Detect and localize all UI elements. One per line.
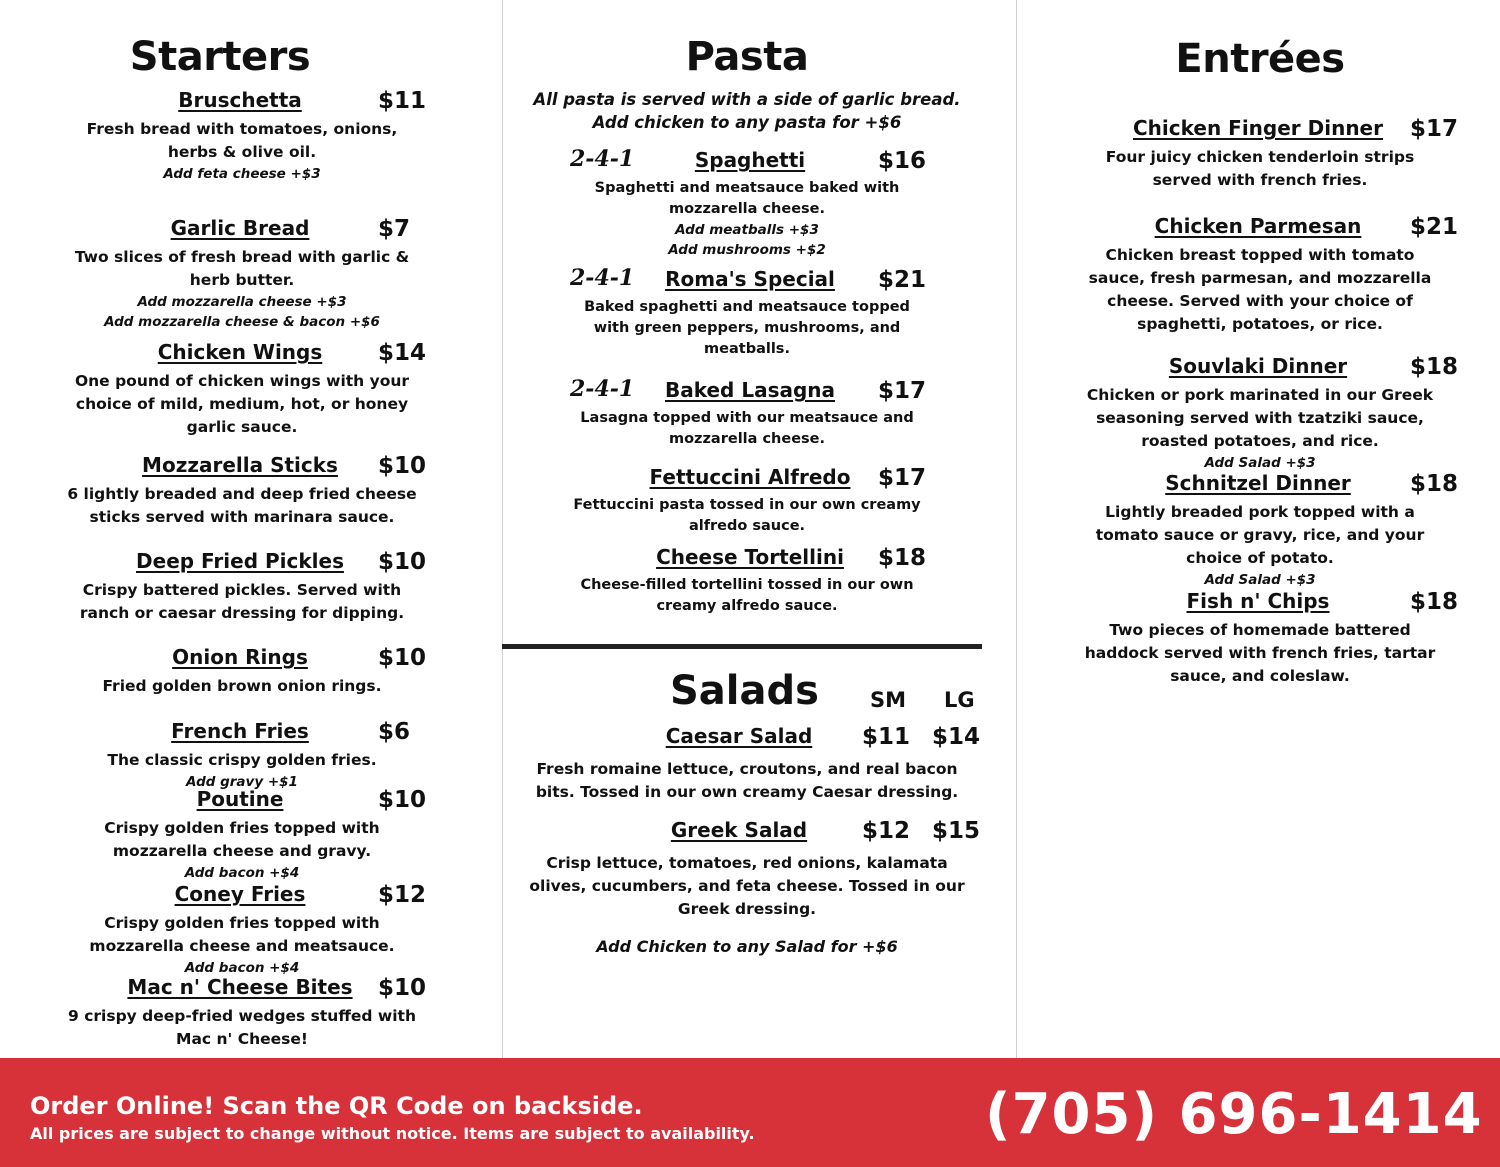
item-addon: Add Salad +$3 [1204, 455, 1316, 471]
item-description-line: sauce, and coleslaw. [1170, 667, 1350, 685]
item-description-line: Mac n' Cheese! [176, 1030, 308, 1048]
item-name: Garlic Bread [170, 216, 310, 240]
fold-line-left [502, 0, 503, 1058]
item-description-line: Crisp lettuce, tomatoes, red onions, kalamata [546, 854, 948, 872]
phone-number[interactable]: (705) 696-1414 [985, 1082, 1483, 1147]
entrees-item [1040, 589, 1480, 688]
item-addon: Add mozzarella cheese +$3 [137, 294, 347, 310]
footer-banner [0, 1058, 1500, 1167]
starters-item [28, 645, 456, 698]
item-price: $21 [1410, 214, 1459, 240]
item-description-line: Fresh bread with tomatoes, onions, [86, 120, 398, 138]
starters-item [28, 216, 456, 332]
item-name: Fettuccini Alfredo [649, 465, 851, 489]
item-price: $17 [878, 465, 927, 491]
item-header [28, 645, 456, 675]
entrees-item [1040, 471, 1480, 590]
item-description-line: olives, cucumbers, and feta cheese. Tossed in our [529, 877, 965, 895]
salads-item [508, 818, 986, 921]
item-description-line: seasoning served with tzatziki sauce, [1096, 409, 1424, 427]
item-description-line: with green peppers, mushrooms, and [593, 320, 901, 336]
item-header [508, 724, 986, 758]
item-addon: Add bacon +$4 [184, 865, 300, 881]
item-description-line: tomato sauce or gravy, rice, and your [1095, 526, 1425, 544]
item-price: $10 [378, 549, 427, 575]
item-description-line: Two pieces of homemade battered [1109, 621, 1411, 639]
two-for-one-label: 2-4-1 [570, 146, 635, 172]
starters-item [28, 453, 456, 529]
item-description-line: Lasagna topped with our meatsauce and [580, 410, 914, 426]
item-price: $12 [378, 882, 427, 908]
item-description-line: herbs & olive oil. [167, 143, 317, 161]
item-addon: Add meatballs +$3 [675, 222, 819, 238]
starters-column [28, 0, 456, 1058]
starters-item [28, 88, 456, 184]
pasta-item [508, 545, 986, 617]
starters-item [28, 549, 456, 625]
item-addon: Add mushrooms +$2 [668, 242, 826, 258]
item-description-line: served with french fries. [1152, 171, 1368, 189]
item-description-line: mozzarella cheese. [668, 431, 826, 447]
item-description-line: Greek dressing. [677, 900, 817, 918]
item-price-small: $12 [862, 818, 911, 844]
item-price: $10 [378, 645, 427, 671]
pasta-intro [508, 88, 986, 134]
item-price: $10 [378, 453, 427, 479]
item-header [28, 340, 456, 370]
item-description-line: Fried golden brown onion rings. [102, 677, 382, 695]
item-price: $10 [378, 787, 427, 813]
item-price: $11 [378, 88, 427, 114]
item-name: Coney Fries [174, 882, 306, 906]
pasta-intro-line: Add chicken to any pasta for +$6 [592, 113, 902, 132]
item-header [508, 148, 986, 178]
item-description-line: choice of mild, medium, hot, or honey [75, 395, 409, 413]
entrees-item [1040, 214, 1480, 336]
order-online-text: Order Online! Scan the QR Code on backside. [30, 1092, 643, 1120]
entrees-item [1040, 354, 1480, 473]
item-price: $18 [1410, 589, 1459, 615]
item-description-line: Lightly breaded pork topped with a [1105, 503, 1415, 521]
item-name: Deep Fried Pickles [136, 549, 344, 573]
item-addon: Add feta cheese +$3 [163, 166, 321, 182]
item-description-line: Crispy golden fries topped with [104, 819, 380, 837]
pasta-title: Pasta [685, 34, 809, 80]
item-header [28, 882, 456, 912]
item-header [1040, 471, 1480, 501]
item-description-line: Chicken or pork marinated in our Greek [1086, 386, 1434, 404]
pasta-item [508, 465, 986, 537]
item-price: $14 [378, 340, 427, 366]
item-header [28, 719, 456, 749]
starters-item [28, 719, 456, 792]
item-header [508, 818, 986, 852]
salad-size-sm-label: SM [870, 688, 907, 712]
item-description-line: Crispy golden fries topped with [104, 914, 380, 932]
item-price: $18 [1410, 471, 1459, 497]
item-price: $7 [378, 216, 411, 242]
two-for-one-label: 2-4-1 [570, 265, 635, 291]
item-header [28, 549, 456, 579]
item-name: Mac n' Cheese Bites [127, 975, 353, 999]
item-description-line: Chicken breast topped with tomato [1105, 246, 1415, 264]
item-price: $10 [378, 975, 427, 1001]
item-description-line: cheese. Served with your choice of [1107, 292, 1413, 310]
item-description-line: Cheese-filled tortellini tossed in our own [580, 577, 914, 593]
item-description-line: creamy alfredo sauce. [656, 598, 838, 614]
item-header [508, 545, 986, 575]
item-price: $18 [1410, 354, 1459, 380]
item-price-large: $14 [932, 724, 981, 750]
starters-item [28, 975, 456, 1051]
item-description-line: The classic crispy golden fries. [107, 751, 377, 769]
item-price-small: $11 [862, 724, 911, 750]
item-description-line: sauce, fresh parmesan, and mozzarella [1088, 269, 1432, 287]
pasta-salads-divider [502, 644, 982, 649]
item-header [1040, 214, 1480, 244]
item-addon: Add gravy +$1 [186, 774, 298, 790]
item-description-line: haddock served with french fries, tartar [1084, 644, 1436, 662]
salads-title: Salads [670, 668, 819, 714]
item-description-line: choice of potato. [1186, 549, 1334, 567]
item-price: $17 [1410, 116, 1459, 142]
entrees-title: Entrées [1175, 36, 1345, 82]
pasta-item [508, 267, 986, 360]
item-header [28, 453, 456, 483]
entrees-column [1040, 0, 1480, 1058]
item-name: Greek Salad [670, 818, 808, 842]
item-name: Chicken Parmesan [1154, 214, 1362, 238]
pasta-item [508, 378, 986, 450]
item-description-line: Baked spaghetti and meatsauce topped [584, 299, 910, 315]
item-name: Cheese Tortellini [656, 545, 844, 569]
item-name: French Fries [171, 719, 309, 743]
item-name: Mozzarella Sticks [142, 453, 338, 477]
item-name: Chicken Wings [157, 340, 323, 364]
item-name: Roma's Special [665, 267, 835, 291]
item-price: $21 [878, 267, 927, 293]
salad-size-lg-label: LG [944, 688, 975, 712]
entrees-item [1040, 116, 1480, 192]
item-description-line: Spaghetti and meatsauce baked with [594, 180, 900, 196]
item-header [28, 975, 456, 1005]
pasta-intro-line: All pasta is served with a side of garlic bread. [533, 90, 961, 109]
item-description-line: meatballs. [704, 341, 790, 357]
item-description-line: sticks served with marinara sauce. [89, 508, 395, 526]
item-description-line: Crispy battered pickles. Served with [82, 581, 402, 599]
salad-chicken-note: Add Chicken to any Salad for +$6 [596, 937, 898, 956]
item-addon: Add mozzarella cheese & bacon +$6 [104, 314, 380, 330]
item-addon: Add Salad +$3 [1204, 572, 1316, 588]
item-price: $6 [378, 719, 411, 745]
item-description-line: spaghetti, potatoes, or rice. [1137, 315, 1383, 333]
item-name: Schnitzel Dinner [1165, 471, 1351, 495]
price-disclaimer: All prices are subject to change without notice. Items are subject to availability. [30, 1124, 755, 1143]
item-name: Chicken Finger Dinner [1133, 116, 1383, 140]
item-description-line: roasted potatoes, and rice. [1141, 432, 1379, 450]
item-header [1040, 589, 1480, 619]
item-price: $18 [878, 545, 927, 571]
item-name: Baked Lasagna [664, 378, 836, 402]
pasta-item [508, 148, 986, 260]
starters-item [28, 882, 456, 978]
item-description-line: herb butter. [189, 271, 295, 289]
item-header [28, 216, 456, 246]
item-name: Spaghetti [694, 148, 806, 172]
item-description-line: bits. Tossed in our own creamy Caesar dressing. [535, 783, 959, 801]
item-name: Souvlaki Dinner [1168, 354, 1348, 378]
item-header [1040, 354, 1480, 384]
item-header [1040, 116, 1480, 146]
item-header [508, 465, 986, 495]
item-description-line: Fresh romaine lettuce, croutons, and real bacon [536, 760, 958, 778]
starters-title: Starters [129, 34, 311, 80]
item-description-line: ranch or caesar dressing for dipping. [79, 604, 405, 622]
item-description-line: Two slices of fresh bread with garlic & [74, 248, 410, 266]
item-description-line: Four juicy chicken tenderloin strips [1105, 148, 1415, 166]
item-name: Fish n' Chips [1186, 589, 1330, 613]
item-name: Bruschetta [178, 88, 302, 112]
starters-item [28, 340, 456, 439]
item-description-line: mozzarella cheese and meatsauce. [89, 937, 395, 955]
starters-item [28, 787, 456, 883]
item-header [508, 378, 986, 408]
item-name: Caesar Salad [665, 724, 813, 748]
item-description-line: mozzarella cheese and gravy. [112, 842, 372, 860]
item-description-line: alfredo sauce. [688, 518, 806, 534]
item-name: Onion Rings [172, 645, 308, 669]
item-price: $17 [878, 378, 927, 404]
item-description-line: Fettuccini pasta tossed in our own creamy [573, 497, 921, 513]
item-description-line: One pound of chicken wings with your [74, 372, 410, 390]
item-name: Poutine [196, 787, 284, 811]
item-header [28, 787, 456, 817]
item-header [28, 88, 456, 118]
two-for-one-label: 2-4-1 [570, 376, 635, 402]
item-header [508, 267, 986, 297]
item-description-line: garlic sauce. [186, 418, 298, 436]
item-description-line: 6 lightly breaded and deep fried cheese [67, 485, 417, 503]
salads-item [508, 724, 986, 804]
item-price-large: $15 [932, 818, 981, 844]
item-description-line: mozzarella cheese. [668, 201, 826, 217]
fold-line-right [1016, 0, 1017, 1058]
item-price: $16 [878, 148, 927, 174]
item-description-line: 9 crispy deep-fried wedges stuffed with [68, 1007, 416, 1025]
item-addon: Add bacon +$4 [184, 960, 300, 976]
